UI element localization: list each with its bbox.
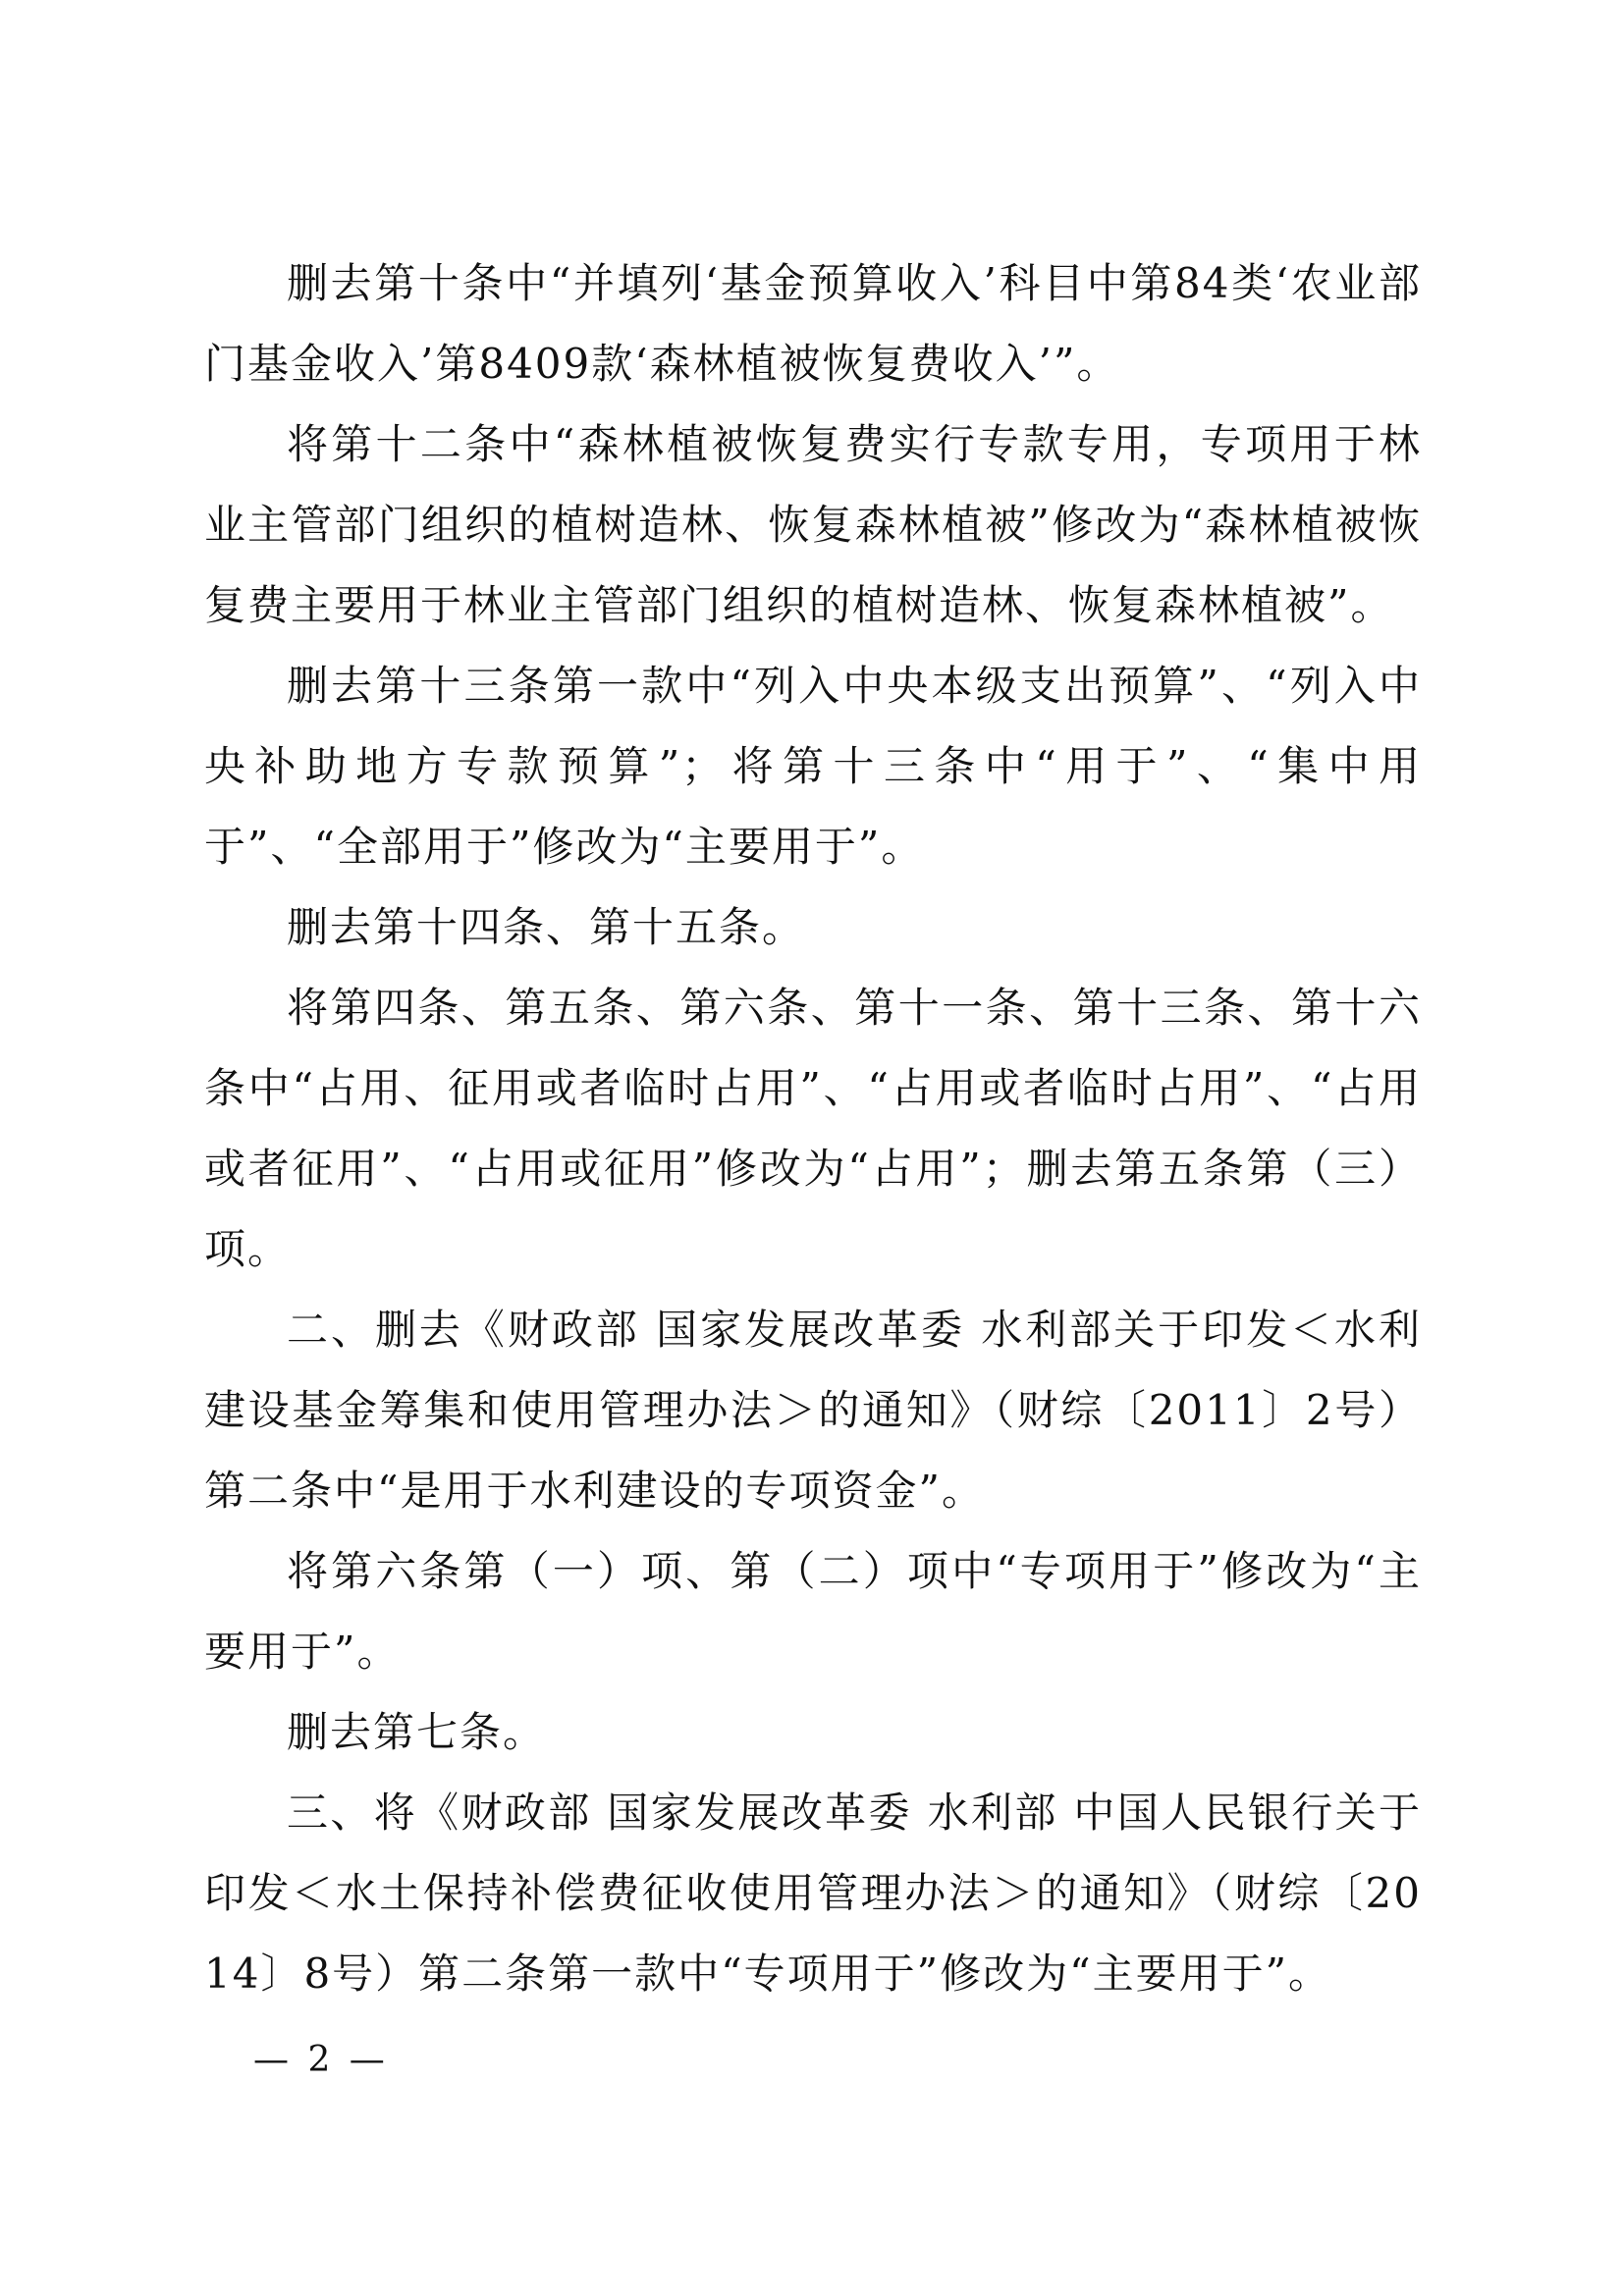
paragraph-delete-articles-14-15: 删去第十四条、第十五条。	[287, 903, 806, 951]
paragraph-delete-article-10: 删去第十条中“并填列‘基金预算收入’科目中第84类‘农业部门基金收入’第8409款‘森林植被恢复费收入’”。	[204, 259, 1422, 388]
page-number: — 2 —	[253, 2040, 389, 2080]
paragraph-amend-occupancy-terms: 将第四条、第五条、第六条、第十一条、第十三条、第十六条中“占用、征用或者临时占用”、“占用或者临时占用”、“占用或者征用”、“占用或征用”修改为“占用”；删去第五条第（三）项。	[204, 984, 1422, 1273]
paragraph-amend-article-6: 将第六条第（一）项、第（二）项中“专项用于”修改为“主要用于”。	[204, 1547, 1422, 1676]
paragraph-amend-article-13: 删去第十三条第一款中“列入中央本级支出预算”、“列入中央补助地方专款预算”；将第十三条中“用于”、“集中用于”、“全部用于”修改为“主要用于”。	[204, 662, 1422, 871]
paragraph-soil-conservation-fee: 三、将《财政部 国家发展改革委 水利部 中国人民银行关于印发＜水土保持补偿费征收使用管理办法＞的通知》（财综〔2014〕8号）第二条第一款中“专项用于”修改为“主要用于”。	[204, 1789, 1422, 1998]
paragraph-water-conservancy-fund: 二、删去《财政部 国家发展改革委 水利部关于印发＜水利建设基金筹集和使用管理办法＞的通知》（财综〔2011〕2号）第二条中“是用于水利建设的专项资金”。	[204, 1306, 1422, 1515]
paragraph-delete-article-7: 删去第七条。	[287, 1708, 547, 1756]
paragraph-amend-article-12: 将第十二条中“森林植被恢复费实行专款专用，专项用于林业主管部门组织的植树造林、恢复森林植被”修改为“森林植被恢复费主要用于林业主管部门组织的植树造林、恢复森林植被”。	[204, 420, 1422, 629]
document-body	[204, 243, 1422, 2014]
